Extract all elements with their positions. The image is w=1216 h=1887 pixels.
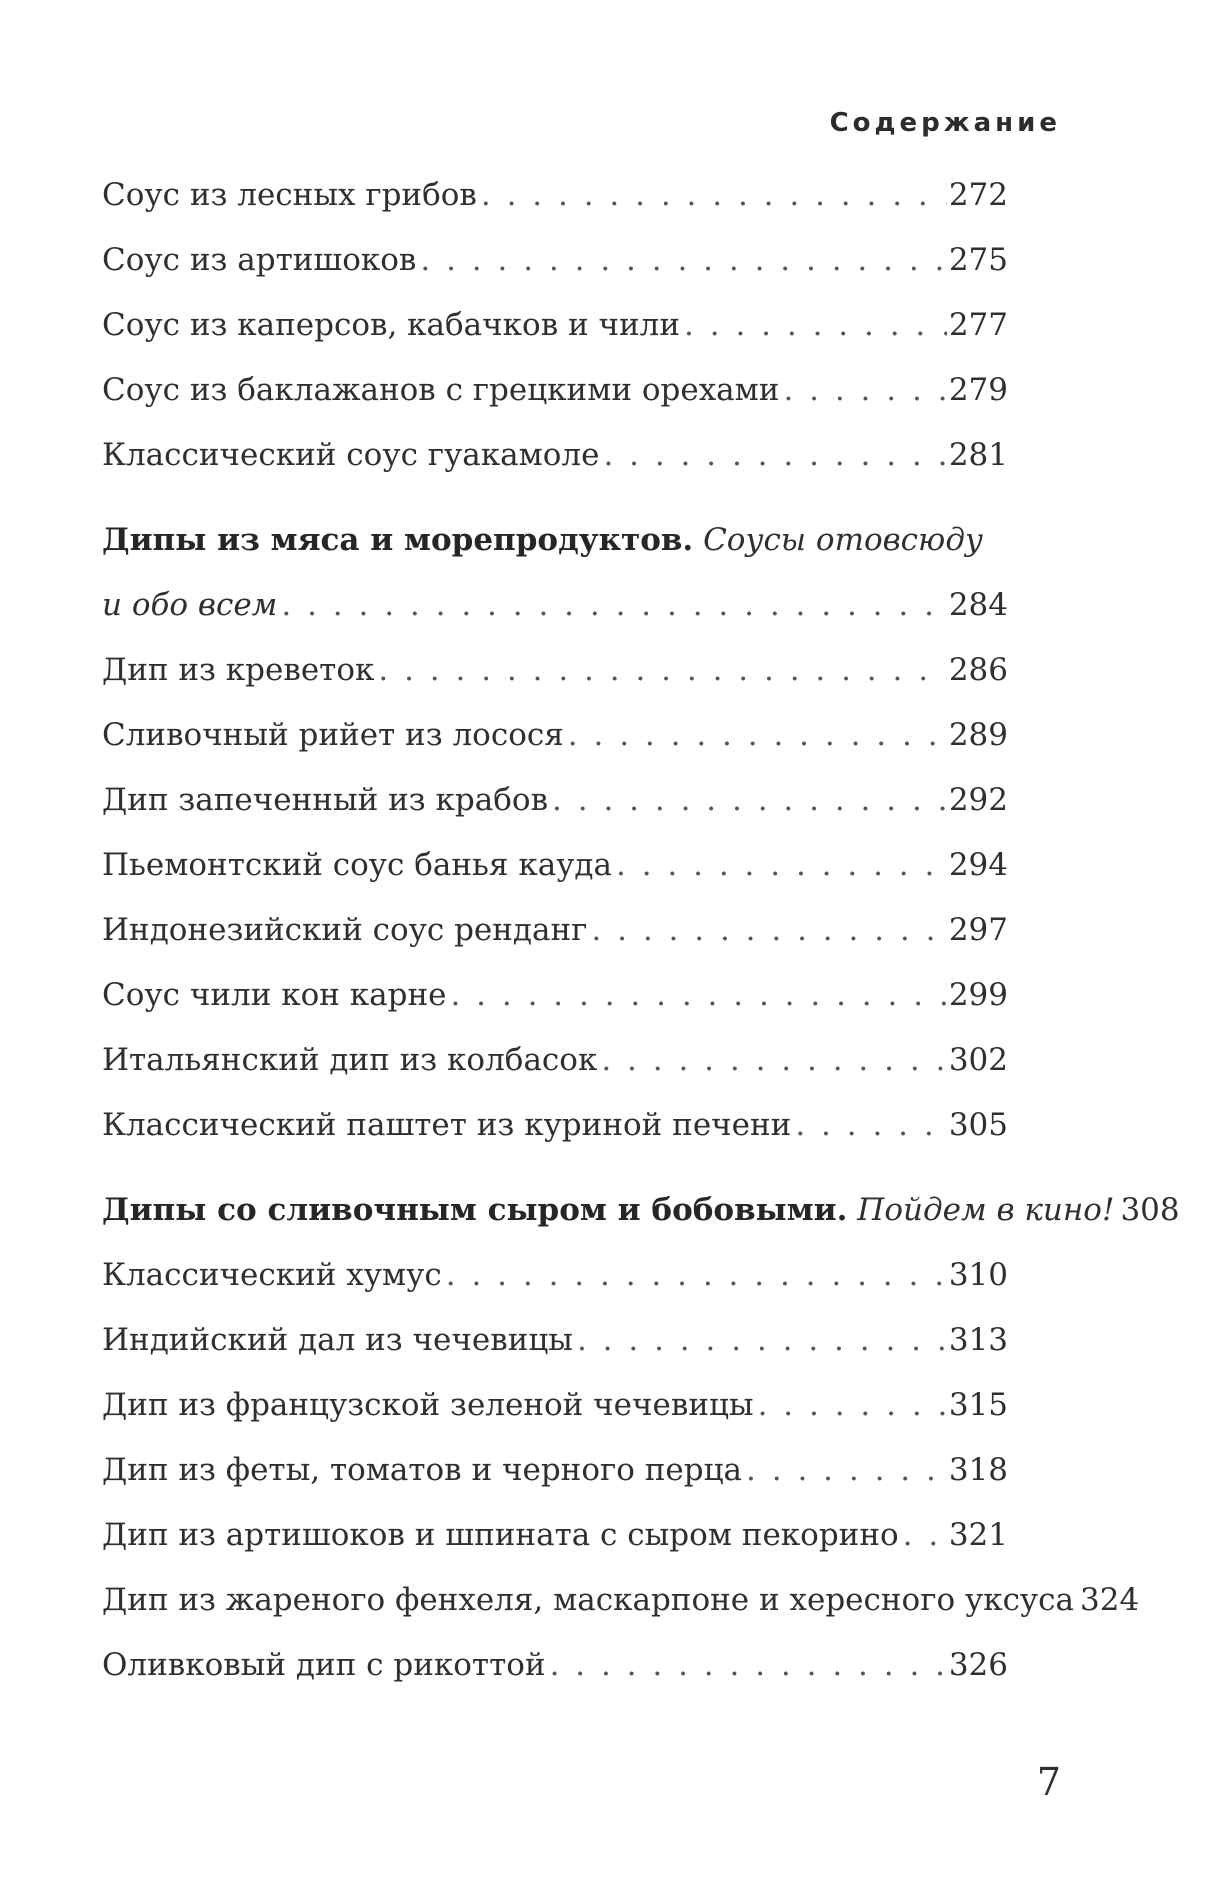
toc-entry (102, 780, 1008, 845)
section-title: Дипы из мяса и морепродуктов. (102, 522, 694, 558)
dot-leader (450, 975, 946, 1015)
toc-entry-title: Соус чили кон карне (102, 977, 447, 1013)
dot-leader (568, 715, 947, 755)
dot-leader (420, 240, 946, 280)
dot-leader (684, 305, 947, 345)
section-gap (102, 1170, 1008, 1190)
toc-entry-title: Оливковый дип с рикоттой (102, 1647, 546, 1683)
toc-entry-page: 305 (948, 1107, 1008, 1143)
toc-entry (102, 1515, 1008, 1580)
toc-entry (102, 175, 1008, 240)
toc-entry-title: Соус из лесных грибов (102, 177, 477, 213)
toc-entry-page: 297 (948, 912, 1008, 948)
toc-entry-title: Соус из артишоков (102, 242, 417, 278)
section-heading-continuation (102, 585, 1008, 650)
toc-entry-title: Дип из креветок (102, 652, 375, 688)
toc-entry (102, 1320, 1008, 1385)
toc-entry-title: Пьемонтский соус банья кауда (102, 847, 613, 883)
toc-entry-page: 310 (948, 1257, 1008, 1293)
dot-leader (577, 1320, 947, 1360)
toc-entry-page: 318 (948, 1452, 1008, 1488)
toc-entry (102, 975, 1008, 1040)
toc-entry-page: 275 (948, 242, 1008, 278)
section-page: 308 (1120, 1192, 1180, 1228)
toc-entry (102, 845, 1008, 910)
toc-entry (102, 715, 1008, 780)
toc-entry (102, 435, 1008, 500)
toc-entry-page: 326 (948, 1647, 1008, 1683)
toc-entry-title: Дип запеченный из крабов (102, 782, 549, 818)
toc-entry-page: 281 (948, 437, 1008, 473)
toc-entry-page: 302 (948, 1042, 1008, 1078)
dot-leader (552, 780, 947, 820)
toc-entry-page: 315 (948, 1387, 1008, 1423)
toc-entry (102, 1040, 1008, 1105)
dot-leader (481, 175, 947, 215)
toc-entry-page: 279 (948, 372, 1008, 408)
dot-leader (783, 370, 946, 410)
section-page: 284 (948, 587, 1008, 623)
toc-entry-page: 324 (1080, 1582, 1140, 1618)
dot-leader (795, 1105, 947, 1145)
dot-leader (446, 1255, 947, 1295)
section-heading (102, 1190, 1180, 1255)
toc-entry (102, 370, 1008, 435)
toc-entry (102, 650, 1008, 715)
toc-entry-title: Классический соус гуакамоле (102, 437, 600, 473)
page-number: 7 (1036, 1760, 1061, 1804)
toc-entry-title: Дип из артишоков и шпината с сыром пекорино (102, 1517, 899, 1553)
toc-entry (102, 1450, 1008, 1515)
toc-entry (102, 305, 1008, 370)
toc-entry-title: Сливочный рийет из лосося (102, 717, 564, 753)
section-title: Дипы со сливочным сыром и бобовыми. (102, 1192, 848, 1228)
toc-entry (102, 1105, 1008, 1170)
dot-leader (281, 585, 946, 625)
toc-entry-title: Итальянский дип из колбасок (102, 1042, 598, 1078)
toc-entry-title: Классический паштет из куриной печени (102, 1107, 792, 1143)
toc-entry-page: 292 (948, 782, 1008, 818)
toc-entry-page: 321 (948, 1517, 1008, 1553)
dot-leader (903, 1515, 947, 1555)
toc-entry-title: Соус из каперсов, кабачков и чили (102, 307, 681, 343)
toc-entry-title: Соус из баклажанов с грецкими орехами (102, 372, 780, 408)
toc-entry-page: 277 (948, 307, 1008, 343)
toc-entry-page: 272 (948, 177, 1008, 213)
toc-entry-page: 299 (948, 977, 1008, 1013)
toc-entry (102, 1580, 1140, 1645)
toc-entry-page: 289 (948, 717, 1008, 753)
dot-leader (746, 1450, 947, 1490)
toc-entry (102, 1645, 1008, 1710)
section-subtitle: и обо всем (102, 587, 278, 623)
dot-leader (603, 435, 946, 475)
toc-entry (102, 1385, 1008, 1450)
toc-entry (102, 910, 1008, 975)
toc-entry-title: Индийский дал из чечевицы (102, 1322, 573, 1358)
dot-leader (758, 1385, 947, 1425)
toc-entry-title: Классический хумус (102, 1257, 442, 1293)
toc-entry-page: 286 (948, 652, 1008, 688)
section-heading-text (102, 1190, 1114, 1230)
toc-entry-page: 294 (948, 847, 1008, 883)
table-of-contents (102, 175, 1180, 1710)
toc-entry-title: Дип из жареного фенхеля, маскарпоне и хересного уксуса (102, 1582, 1075, 1618)
toc-entry (102, 1255, 1008, 1320)
dot-leader (616, 845, 947, 885)
running-header: Содержание (829, 108, 1061, 138)
toc-entry-title: Индонезийский соус ренданг (102, 912, 588, 948)
section-gap (102, 500, 1008, 520)
dot-leader (601, 1040, 946, 1080)
dot-leader (550, 1645, 947, 1685)
section-subtitle: Соусы отовсюду (703, 522, 983, 558)
section-heading (102, 520, 1008, 585)
dot-leader (378, 650, 946, 690)
toc-entry-page: 313 (948, 1322, 1008, 1358)
toc-entry (102, 240, 1008, 305)
toc-entry-title: Дип из феты, томатов и черного перца (102, 1452, 743, 1488)
toc-entry-title: Дип из французской зеленой чечевицы (102, 1387, 754, 1423)
section-subtitle: Пойдем в кино! (857, 1192, 1115, 1228)
dot-leader (591, 910, 946, 950)
